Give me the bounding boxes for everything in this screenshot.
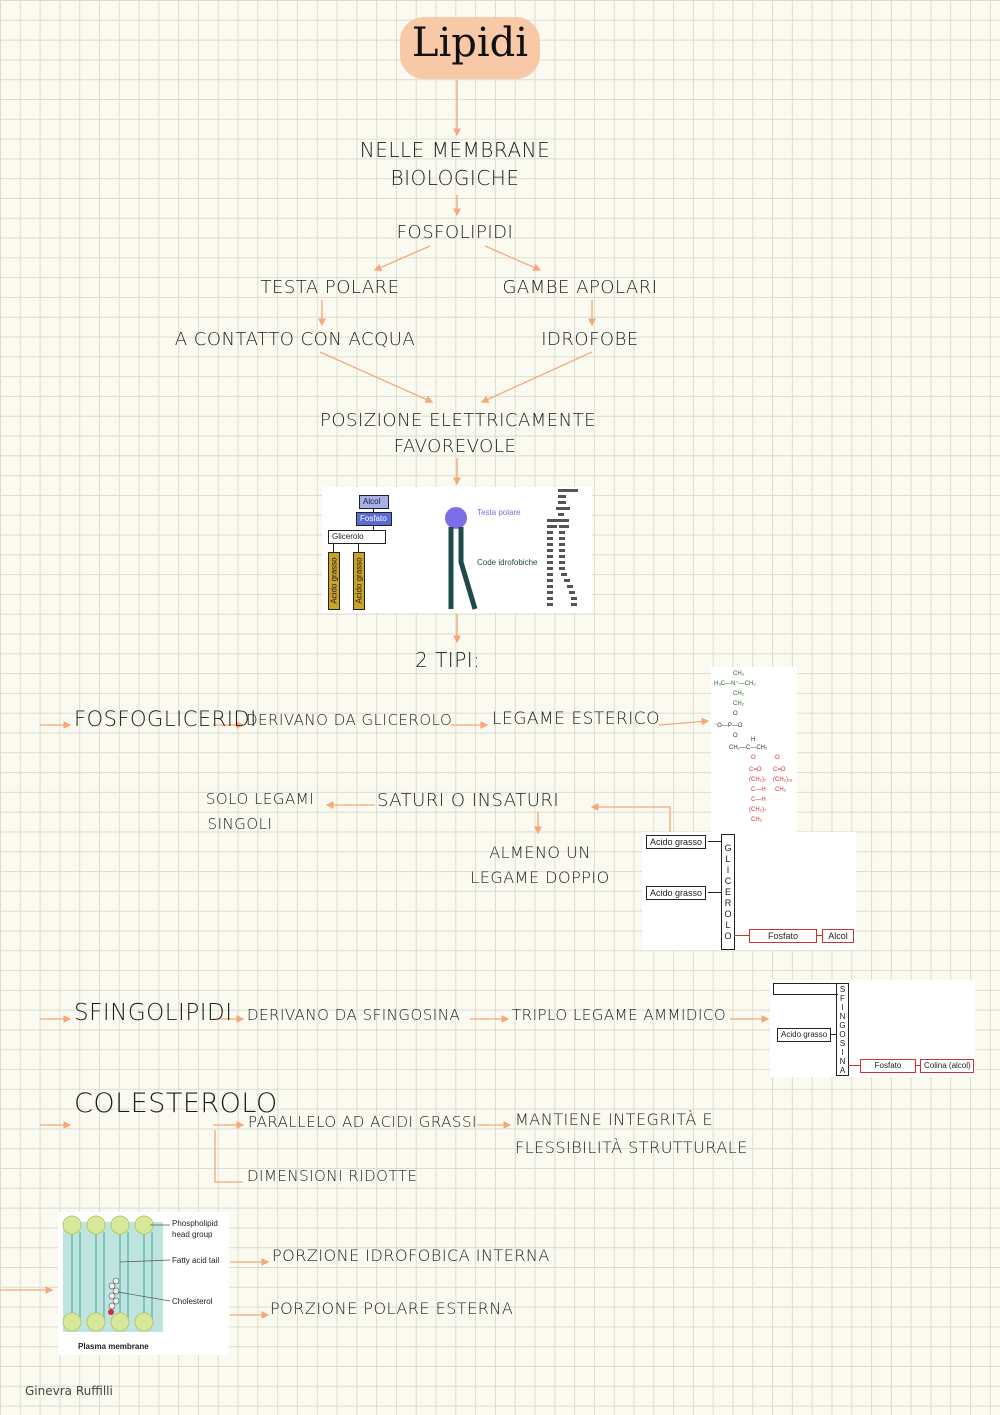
node-fosfogliceridi: FOSFOGLICERIDI bbox=[74, 707, 257, 731]
svg-text:O: O bbox=[733, 733, 738, 739]
svg-text:CH₂: CH₂ bbox=[733, 691, 744, 697]
column-letter: O bbox=[724, 909, 732, 919]
svg-text:(CH₂)₁₆: (CH₂)₁₆ bbox=[773, 777, 793, 783]
svg-text:CH₂—C—CH₂: CH₂—C—CH₂ bbox=[729, 745, 768, 751]
hydrophobic-tails-icon bbox=[442, 527, 482, 613]
column-letter: O bbox=[839, 1030, 846, 1039]
fatty-tail-label: Fatty acid tail bbox=[172, 1256, 220, 1265]
svg-text:H₃C—N⁺—CH₃: H₃C—N⁺—CH₃ bbox=[714, 681, 756, 687]
acido-grasso-box-sphingo: Acido grasso bbox=[777, 1028, 831, 1042]
fatty-acid-bar-2: Acido grasso bbox=[353, 552, 365, 610]
column-letter: N bbox=[839, 1012, 846, 1021]
column-letter: R bbox=[724, 898, 732, 908]
phosphoglyceride-structure bbox=[711, 667, 797, 833]
node-membrane-1: NELLE MEMBRANE bbox=[359, 138, 551, 162]
plasma-membrane-figure bbox=[58, 1212, 229, 1355]
svg-text:H: H bbox=[751, 737, 756, 743]
chemical-structure-icon bbox=[542, 489, 590, 611]
phospholipid-figure bbox=[322, 487, 592, 613]
glicerolo-box: Glicerolo bbox=[328, 530, 386, 544]
node-contatto-acqua: A CONTATTO CON ACQUA bbox=[174, 329, 416, 350]
node-parallelo: PARALLELO AD ACIDI GRASSI bbox=[248, 1113, 477, 1131]
column-letter: F bbox=[840, 994, 845, 1003]
node-colesterolo: COLESTEROLO bbox=[74, 1088, 278, 1119]
svg-text:C=O: C=O bbox=[773, 767, 786, 773]
svg-text:⁻O—P—O: ⁻O—P—O bbox=[714, 723, 743, 729]
node-solo-legami-1: SOLO LEGAMI bbox=[205, 790, 315, 808]
node-posizione-2: FAVOREVOLE bbox=[393, 436, 517, 457]
node-derivano-glicerolo: DERIVANO DA GLICEROLO bbox=[246, 711, 453, 729]
fosfato-box: Fosfato bbox=[356, 512, 392, 526]
node-almeno-1: ALMENO UN bbox=[489, 843, 591, 862]
svg-text:C=O: C=O bbox=[749, 767, 762, 773]
fatty-chain-line bbox=[773, 983, 838, 995]
svg-text:C—H: C—H bbox=[751, 797, 766, 803]
column-letter: A bbox=[839, 1066, 846, 1075]
node-derivano-sfingosina: DERIVANO DA SFINGOSINA bbox=[247, 1006, 461, 1024]
node-idrofobe: IDROFOBE bbox=[541, 329, 639, 350]
node-mantiene-1: MANTIENE INTEGRITÀ E bbox=[515, 1110, 713, 1129]
node-membrane-2: BIOLOGICHE bbox=[390, 166, 520, 190]
head-group-label-1: Phospholipid bbox=[172, 1219, 218, 1228]
column-letter: O bbox=[724, 931, 732, 941]
head-group-label-2: head group bbox=[172, 1230, 213, 1239]
column-letter: S bbox=[839, 985, 846, 994]
node-porzione-idrofobica: PORZIONE IDROFOBICA INTERNA bbox=[272, 1246, 550, 1265]
fatty-acid-bar-1: Acido grasso bbox=[328, 552, 340, 610]
node-solo-legami-2: SINGOLI bbox=[207, 815, 273, 833]
sphingolipid-scheme bbox=[770, 980, 975, 1077]
node-triplo-legame: TRIPLO LEGAME AMMIDICO bbox=[512, 1006, 727, 1024]
fosfato-box-sphingo: Fosfato bbox=[860, 1059, 916, 1073]
page-title: Lipidi bbox=[411, 20, 529, 66]
glycerol-scheme bbox=[642, 832, 856, 950]
node-posizione-1: POSIZIONE ELETTRICAMENTE bbox=[320, 410, 597, 431]
glicerolo-letters bbox=[722, 843, 734, 942]
node-sfingolipidi: SFINGOLIPIDI bbox=[74, 1000, 233, 1026]
svg-text:O: O bbox=[733, 711, 738, 717]
svg-text:(CH₂)₇: (CH₂)₇ bbox=[749, 777, 767, 783]
column-letter: S bbox=[839, 1039, 846, 1048]
node-mantiene-2: FLESSIBILITÀ STRUTTURALE bbox=[515, 1138, 748, 1157]
column-letter: L bbox=[725, 854, 731, 864]
column-letter: I bbox=[841, 1048, 844, 1057]
colina-box: Colina (alcol) bbox=[920, 1059, 974, 1073]
svg-text:CH₃: CH₃ bbox=[775, 787, 787, 793]
code-idrofobiche-label: Code idrofobiche bbox=[477, 558, 538, 567]
column-letter: G bbox=[724, 843, 732, 853]
column-letter: I bbox=[841, 1003, 844, 1012]
svg-text:O: O bbox=[751, 755, 756, 761]
sfingosina-letters bbox=[837, 985, 848, 1075]
polar-head-icon bbox=[445, 507, 467, 529]
column-letter: L bbox=[725, 920, 731, 930]
acido-grasso-box-1: Acido grasso bbox=[646, 835, 706, 849]
svg-text:(CH₂)₇: (CH₂)₇ bbox=[749, 807, 767, 813]
svg-text:CH₃: CH₃ bbox=[733, 671, 745, 677]
alcol-box-red: Alcol bbox=[822, 929, 854, 943]
node-testa-polare: TESTA POLARE bbox=[260, 277, 400, 298]
fosfato-box-red: Fosfato bbox=[749, 929, 817, 943]
node-fosfolipidi: FOSFOLIPIDI bbox=[396, 222, 514, 243]
acido-grasso-box-2: Acido grasso bbox=[646, 886, 706, 900]
svg-text:CH₃: CH₃ bbox=[751, 817, 763, 823]
author-signature: Ginevra Ruffilli bbox=[25, 1384, 113, 1398]
node-almeno-2: LEGAME DOPPIO bbox=[470, 868, 610, 887]
node-porzione-polare: PORZIONE POLARE ESTERNA bbox=[270, 1299, 514, 1318]
svg-text:CH₂: CH₂ bbox=[733, 701, 744, 707]
column-letter: N bbox=[839, 1057, 846, 1066]
node-due-tipi: 2 TIPI: bbox=[415, 648, 481, 672]
column-letter: G bbox=[839, 1021, 846, 1030]
sfingosina-column bbox=[836, 983, 849, 1076]
node-legame-esterico: LEGAME ESTERICO bbox=[492, 709, 661, 729]
svg-text:C—H: C—H bbox=[751, 787, 766, 793]
node-gambe-apolari: GAMBE APOLARI bbox=[502, 277, 658, 298]
svg-text:O: O bbox=[775, 755, 780, 761]
alcol-box: Alcol bbox=[359, 495, 389, 509]
node-dimensioni: DIMENSIONI RIDOTTE bbox=[247, 1167, 418, 1185]
column-letter: C bbox=[724, 876, 732, 886]
glicerolo-column bbox=[721, 834, 735, 950]
cholesterol-label: Cholesterol bbox=[172, 1297, 213, 1306]
membrane-caption: Plasma membrane bbox=[78, 1342, 149, 1351]
column-letter: I bbox=[726, 865, 730, 875]
testa-polare-label: Testa polare bbox=[477, 508, 521, 517]
node-saturi: SATURI O INSATURI bbox=[377, 790, 560, 811]
column-letter: E bbox=[724, 887, 731, 897]
